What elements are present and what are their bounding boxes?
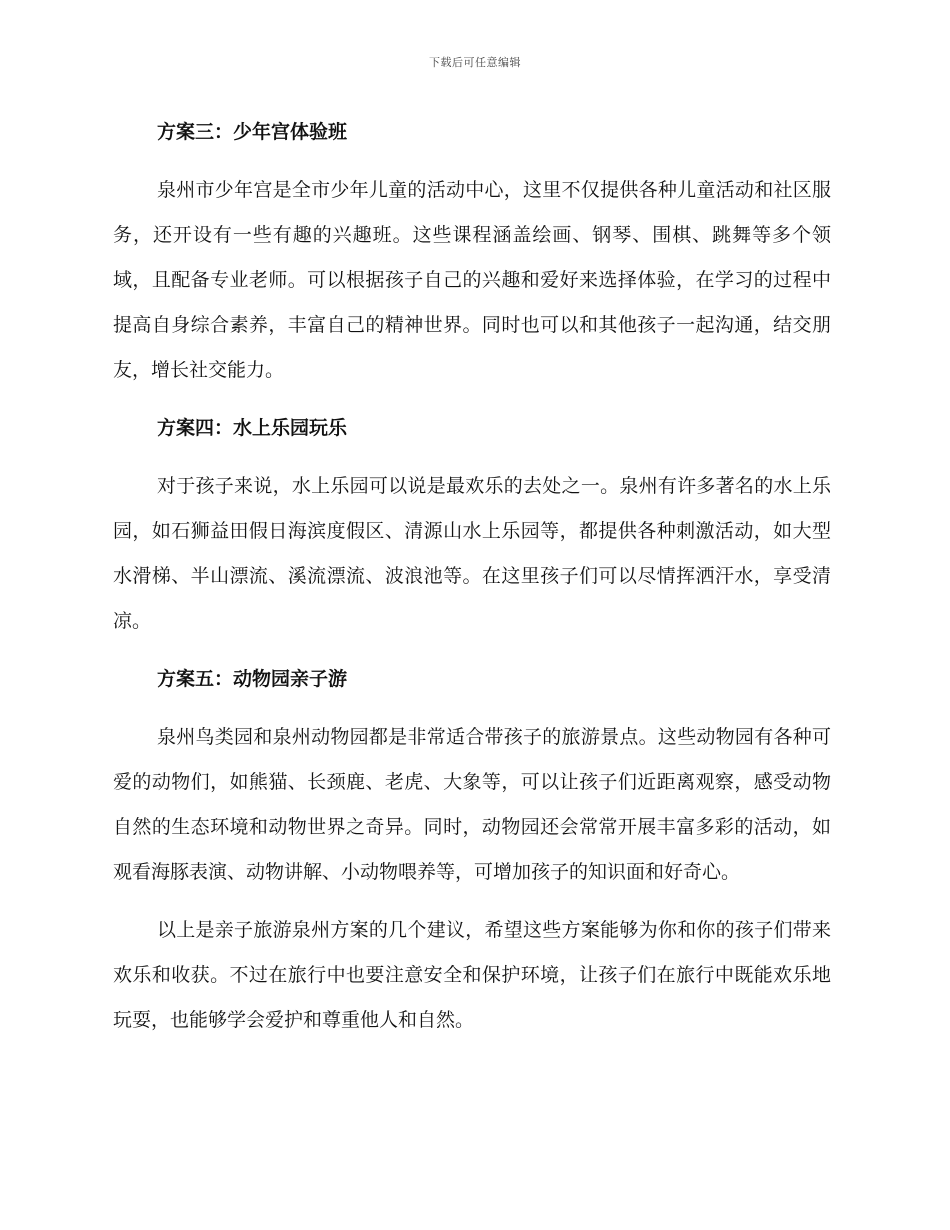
section-paragraph-3: 泉州市少年宫是全市少年儿童的活动中心，这里不仅提供各种儿童活动和社区服务，还开设有一些有趣的兴趣班。这些课程涵盖绘画、钢琴、围棋、跳舞等多个领域，且配备专业老师。可以根据孩子自己的兴趣和爱好来选择体验，在学习的过程中提高自身综合素养，丰富自己的精神世界。同时也可以和其他孩子一起沟通，结交朋友，增长社交能力。 (113, 179, 831, 381)
section-heading-5: 方案五：动物园亲子游 (157, 668, 348, 690)
section-paragraph-4: 对于孩子来说，水上乐园可以说是最欢乐的去处之一。泉州有许多著名的水上乐园，如石狮益田假日海滨度假区、清源山水上乐园等，都提供各种刺激活动，如大型水滑梯、半山漂流、溪流漂流、波浪池等。在这里孩子们可以尽情挥洒汗水，享受清凉。 (113, 475, 831, 632)
header-note: 下载后可任意编辑 (429, 56, 521, 69)
section-paragraph-5: 泉州鸟类园和泉州动物园都是非常适合带孩子的旅游景点。这些动物园有各种可爱的动物们，如熊猫、长颈鹿、老虎、大象等，可以让孩子们近距离观察，感受动物自然的生态环境和动物世界之奇异。同时，动物园还会常常开展丰富多彩的活动，如观看海豚表演、动物讲解、小动物喂养等，可增加孩子的知识面和好奇心。 (113, 726, 831, 883)
section-heading-4: 方案四：水上乐园玩乐 (157, 417, 348, 439)
conclusion-paragraph: 以上是亲子旅游泉州方案的几个建议，希望这些方案能够为你和你的孩子们带来欢乐和收获。不过在旅行中也要注意安全和保护环境，让孩子们在旅行中既能欢乐地玩耍，也能够学会爱护和尊重他人和自然。 (113, 919, 831, 1031)
section-heading-3: 方案三：少年宫体验班 (157, 121, 348, 143)
document-body (113, 110, 831, 1043)
